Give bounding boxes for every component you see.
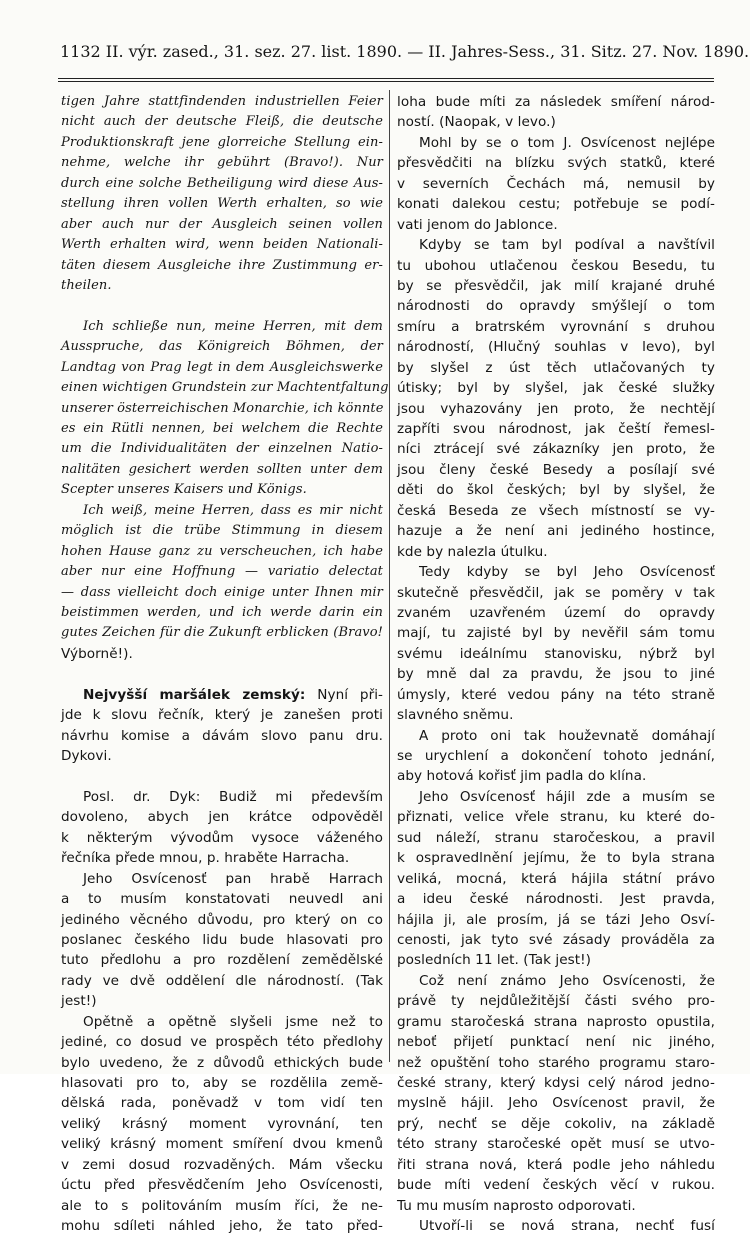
- text-line: jediného věcného důvodu, pro který on co: [61, 911, 383, 928]
- text-line: Výborně!).: [61, 645, 133, 662]
- column-divider: [389, 90, 390, 1062]
- text-line: posledních 11 let. (Tak jest!): [397, 952, 592, 969]
- text-line: Tu mu musím naprosto odporovati.: [397, 1197, 636, 1214]
- text-line: tigen Jahre stattfindenden industriellen Feier: [61, 94, 383, 109]
- text-line: Opětně a opětně slyšeli jsme než to: [83, 1013, 383, 1030]
- text-line: než opuštění toho starého programu staro-: [397, 1054, 715, 1071]
- text-line: unserer österreichischen Monarchie, ich könnte: [61, 400, 384, 416]
- text-line: loha bude míti za následek smíření národ-: [397, 94, 715, 110]
- text-line: níci ztrácejí své zákazníky jen proto, že: [397, 441, 715, 458]
- text-line: národnosti do opravdy smýšlejí o tom: [397, 298, 715, 315]
- text-line: hájila ji, ale prosím, já se tázi Jeho Osví-: [397, 911, 715, 928]
- text-line: Landtag von Prag legt in dem Ausgleichswerke: [61, 359, 383, 375]
- text-line: dovoleno, abych jen krátce odpověděl: [61, 809, 383, 826]
- text-line: Utvoří-li se nová strana, nechť fusí: [419, 1218, 715, 1235]
- text-line: tu ubohou utlačenou českou Besedu, tu: [397, 257, 715, 274]
- text-line: Ausspruche, das Königreich Böhmen, der: [61, 339, 383, 355]
- text-line: smíru a bratrském vyrovnání s druhou: [397, 318, 715, 335]
- speech-text: Nyní při-: [305, 686, 383, 703]
- text-line: česká Beseda ze všech místností se vy-: [397, 502, 715, 519]
- text-line: myslně hájil. Jeho Osvícenost pravil, že: [397, 1095, 715, 1112]
- text-line: Ich schließe nun, meine Herren, mit dem: [83, 318, 383, 334]
- text-line: veliký krásný moment vyrovnání, ten: [61, 1115, 383, 1132]
- text-line: ale to s politováním musím říci, že ne-: [61, 1197, 383, 1214]
- text-line: k ospravedlnění jejímu, že to byla strana: [397, 850, 715, 867]
- text-line: gutes Zeichen für die Zukunft erblicken (Bravo!: [61, 625, 383, 641]
- text-line: aber nur eine Hoffnung — variatio delectat: [61, 564, 383, 580]
- text-line: — dass vielleicht doch einige unter Ihnen mir: [61, 584, 383, 600]
- text-line: jde k slovu řečník, který je zanešen proti: [61, 707, 383, 724]
- text-line: útisky; byl by slyšel, jak české služky: [397, 380, 715, 397]
- text-line: přiznati, velice vřele stranu, ku které do-: [397, 809, 715, 826]
- text-line: ností. (Naopak, v levo.): [397, 114, 556, 131]
- text-line: v zemi dosud rozvaděných. Mám všecku: [61, 1156, 383, 1173]
- text-line: Scepter unseres Kaisers und Königs.: [61, 482, 307, 498]
- text-line: konati dalekou cestu; potřebuje se podí-: [397, 196, 715, 213]
- text-line: Tedy kdyby se byl Jeho Osvícenosť: [419, 564, 715, 581]
- text-line: přesvědčiti na blízku svých statků, které: [397, 155, 715, 172]
- text-line: sud náleží, stranu staročeskou, a pravil: [397, 829, 715, 846]
- text-line: rady ve dvě oddělení dle národností. (Tak: [61, 972, 383, 989]
- text-line: české strany, který kdysi celý národ jedno-: [397, 1075, 715, 1091]
- text-line: a to musím konstatovati neuvedl ani: [61, 891, 383, 908]
- text-line: bude míti vedení českých věcí v rukou.: [397, 1177, 715, 1194]
- text-line: řiti strana nová, která podle jeho náhledu: [397, 1156, 715, 1173]
- text-line: by slyšel z úst těch utlačovaných ty: [397, 359, 715, 376]
- speaker-name: Nejvyšší maršálek zemský:: [83, 686, 306, 703]
- text-line: slavného sněmu.: [397, 707, 514, 724]
- text-line: gramu staročeská strana naprosto opustila,: [397, 1013, 715, 1030]
- text-line: kde by nalezla útulku.: [397, 543, 548, 560]
- text-line: hlasovati pro to, aby se rozdělila země-: [61, 1075, 383, 1091]
- paragraph-gap: [61, 766, 383, 786]
- paragraph-gap: [61, 296, 383, 316]
- text-line: národností, (Hlučný souhlas v levo), byl: [397, 339, 715, 356]
- header-rule: [58, 78, 714, 79]
- text-line: vati jenom do Jablonce.: [397, 216, 558, 233]
- text-line: jsou členy české Besedy a posílají své: [397, 461, 715, 478]
- text-line: nicht auch der deutsche Fleiß, die deutsche: [61, 114, 383, 130]
- text-line: Produktionskraft jene glorreiche Stellung ein-: [61, 134, 383, 150]
- text-line: právě ty nejdůležitější části svého pro-: [397, 993, 715, 1010]
- text-line: Jeho Osvícenosť hájil zde a musím se: [419, 788, 715, 805]
- text-line: hohen Hause ganz zu verscheuchen, ich habe: [61, 543, 383, 559]
- text-line: nehme, welche ihr gebührt (Bravo!). Nur: [61, 155, 383, 171]
- text-line: einen wichtigen Grundstein zur Machtentfaltung: [61, 380, 389, 396]
- text-line: [61, 685, 383, 705]
- text-line: této strany staročeské opět musí se utvo-: [397, 1136, 715, 1153]
- text-line: by mně dal za pravdu, že jsou to jiné: [397, 666, 715, 683]
- text-line: nalitäten gesichert werden sollten unter dem: [61, 461, 383, 477]
- text-line: jest!): [61, 993, 97, 1010]
- text-line: k některým vývodům vysoce váženého: [61, 829, 383, 846]
- text-line: zapříti svou národnost, jak čeští řemesl-: [397, 421, 715, 437]
- text-line: a ideu české národnosti. Jest pravda,: [397, 891, 715, 908]
- text-line: Werth erhalten wird, wenn beiden Nationali-: [61, 237, 383, 253]
- text-line: mají, tu zajisté byl by nevěřil sám tomu: [397, 625, 715, 642]
- text-line: durch eine solche Betheiligung wird diese Aus-: [61, 175, 383, 191]
- text-line: řečníka přede mnou, p. hraběte Harracha.: [61, 850, 350, 867]
- text-line: Ich weiß, meine Herren, dass es mir nicht: [83, 502, 383, 518]
- text-line: dělská rada, poněvadž v tom vidí ten: [61, 1095, 383, 1112]
- text-line: aby hotová kořisť jim padla do klína.: [397, 768, 647, 785]
- text-line: cenosti, jak tyto své zásady prováděla za: [397, 931, 715, 948]
- text-line: jsou vyhazovány jen proto, že nechtějí: [397, 400, 715, 417]
- text-line: es ein Rütli nennen, bei welchem die Rechte: [61, 421, 383, 436]
- text-line: v severních Čechách má, nemusil by: [397, 175, 715, 192]
- text-line: jediné, co dosud ve prospěch této předlohy: [61, 1034, 383, 1051]
- text-line: Posl. dr. Dyk: Budiž mi především: [83, 788, 383, 805]
- text-line: úmysly, které vedou pány na této straně: [397, 686, 715, 703]
- header-rule-double: [58, 81, 714, 82]
- text-line: möglich ist die trübe Stimmung in diesem: [61, 523, 383, 539]
- text-line: stellung ihren vollen Werth erhalten, so wie: [61, 196, 383, 212]
- text-line: tuto předlohu a pro rozdělení zemědělské: [61, 952, 383, 969]
- text-line: Kdyby se tam byl podíval a navštívil: [419, 237, 715, 254]
- text-line: beistimmen werden, und ich werde darin ein: [61, 604, 383, 620]
- text-line: Jeho Osvícenosť pan hrabě Harrach: [83, 870, 383, 887]
- text-line: veliký krásný moment smíření dvou kmenů: [61, 1136, 383, 1153]
- text-line: Což není známo Jeho Osvícenosti, že: [419, 972, 715, 989]
- text-line: hazuje a že není ani jediného hostince,: [397, 523, 715, 540]
- text-line: theilen.: [61, 277, 112, 293]
- text-line: bylo uvedeno, že z důvodů ethických bude: [61, 1054, 383, 1071]
- text-line: poslanec českého lidu bude hlasovati pro: [61, 931, 383, 948]
- text-line: Mohl by se o tom J. Osvícenost nejlépe: [419, 134, 715, 151]
- text-line: aber auch nur der Ausgleich seinen vollen: [61, 216, 383, 232]
- text-line: um die Individualitäten der einzelnen Natio-: [61, 441, 383, 457]
- text-line: skutečně přesvědčil, jak se poměry v tak: [397, 584, 715, 601]
- text-line: děti do škol českých; byl by slyšel, že: [397, 482, 715, 499]
- text-line: neboť přijetí punktací není nic jiného,: [397, 1034, 715, 1051]
- text-line: täten diesem Ausgleiche ihre Zustimmung er-: [61, 257, 383, 273]
- paragraph-gap: [61, 664, 383, 684]
- text-line: Dykovi.: [61, 748, 112, 764]
- text-line: prý, nechť se děje cokoliv, na základě: [397, 1115, 715, 1132]
- text-line: návrhu komise a dávám slovo panu dru.: [61, 727, 383, 744]
- text-line: zvaném uzavřeném území do opravdy: [397, 604, 715, 621]
- left-column: [61, 92, 389, 1237]
- right-column: [397, 92, 715, 1237]
- text-line: úctu před přesvědčením Jeho Osvícenosti,: [61, 1177, 383, 1194]
- text-line: se urychlení a dokončení tohoto jednání,: [397, 748, 715, 764]
- text-line: mohu sdíleti náhled jeho, že tato před-: [61, 1218, 383, 1235]
- text-line: veliká, mocná, která hájila státní právo: [397, 870, 715, 887]
- text-line: by se přesvědčil, jak milí krajané druhé: [397, 277, 715, 294]
- text-line: svému ideálnímu stanovisku, nýbrž byl: [397, 645, 715, 662]
- running-header: 1132 II. výr. zased., 31. sez. 27. list. 1890. — II. Jahres-Sess., 31. Sitz. 27. Nov. 1890.: [60, 42, 750, 61]
- text-line: A proto oni tak houževnatě domáhají: [419, 727, 715, 744]
